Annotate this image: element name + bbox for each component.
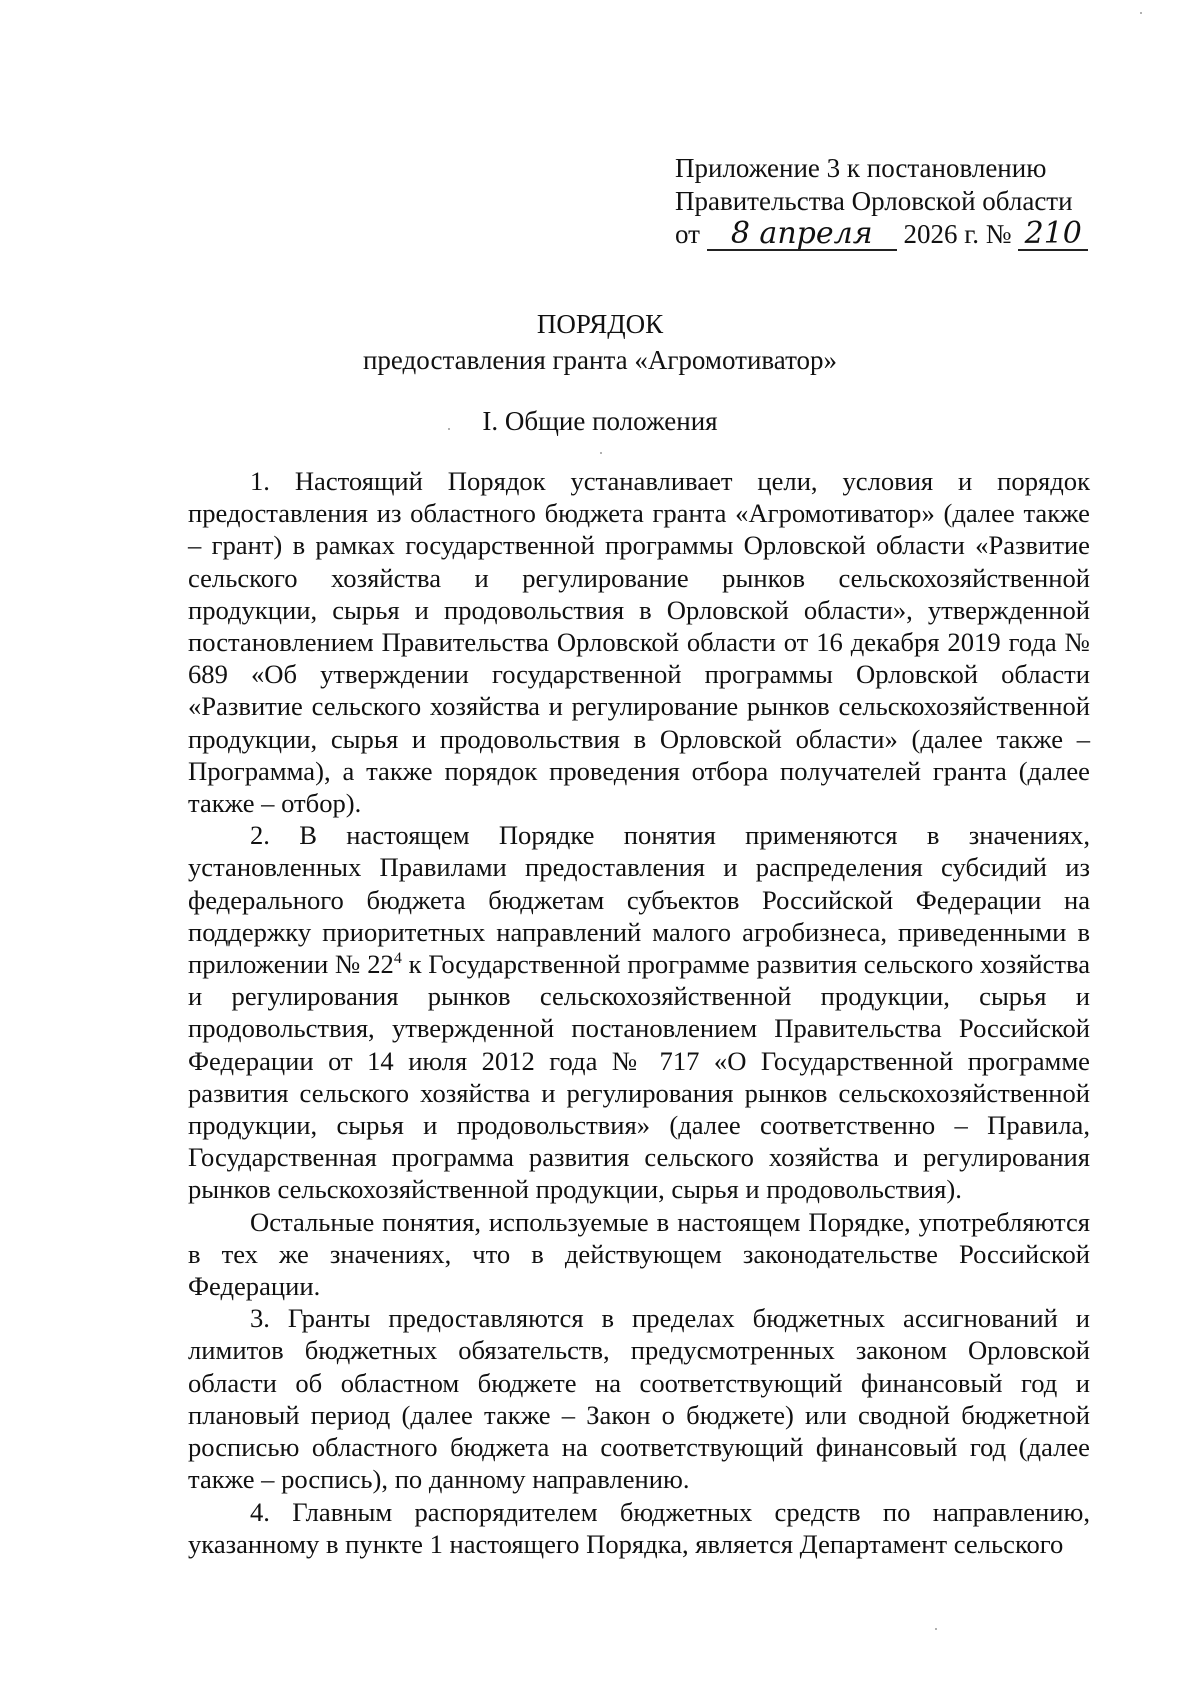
appendix-line-1: Приложение 3 к постановлению	[675, 153, 1047, 183]
document-body	[188, 465, 1090, 1560]
handwritten-number: 210	[1018, 219, 1088, 251]
superscript: 4	[393, 950, 402, 968]
document-title: ПОРЯДОК	[536, 309, 664, 339]
scan-speck	[600, 452, 602, 454]
paragraph-2	[188, 819, 1090, 1205]
appendix-line-2: Правительства Орловской области	[675, 186, 1073, 216]
scan-speck	[448, 428, 450, 430]
appendix-header	[675, 152, 1145, 251]
paragraph-1: 1. Настоящий Порядок устанавливает цели, условия и порядок предоставления из областного бюджета гранта «Агромотиватор» (далее также – грант) в рамках государственной программы Орловской области «Развитие сельского хозяйства и регулирование рынков сельскохозяйственной продукции, сырья и продовольствия в Орловской области», утвержденной постановлением Правительства Орловской области от 16 декабря 2019 года № 689 «Об утверждении государственной программы Орловской области «Развитие сельского хозяйства и регулирование рынков сельскохозяйственной продукции, сырья и продовольствия в Орловской области» (далее также – Программа), а также порядок проведения отбора получателей гранта (далее также – отбор).	[188, 466, 1090, 819]
year-and-number-label: 2026 г. №	[903, 219, 1012, 249]
paragraph-2-part-1: 2. В настоящем Порядке понятия применяются в значениях, установленных Правилами предоставления и распределения субсидий из федерального бюджета бюджетам субъектов Российской Федерации на поддержку приоритетных направлений малого агробизнеса, приведенными в приложении № 22	[188, 820, 1090, 980]
scan-speck	[935, 1628, 937, 1630]
handwritten-date: 8 апреля	[707, 219, 897, 251]
paragraph-3: 3. Гранты предоставляются в пределах бюджетных ассигнований и лимитов бюджетных обязательств, предусмотренных законом Орловской области об областном бюджете на соответствующий финансовый год и плановый период (далее также – Закон о бюджете) или сводной бюджетной росписью областного бюджета на соответствующий финансовый год (далее также – роспись), по данному направлению.	[188, 1303, 1090, 1495]
section-heading: I. Общие положения	[482, 406, 718, 436]
document-subtitle: предоставления гранта «Агромотиватор»	[362, 345, 838, 375]
from-prefix: от	[675, 219, 700, 249]
paragraph-2-part-2: к Государственной программе развития сельского хозяйства и регулирования рынков сельскохозяйственной продукции, сырья и продовольствия, утвержденной постановлением Правительства Российской Федерации от 14 июля 2012 года № 717 «О Государственной программе развития сельского хозяйства и регулирования рынков сельскохозяйственной продукции, сырья и продовольствия» (далее соответственно – Правила, Государственная программа развития сельского хозяйства и регулирования рынков сельскохозяйственной продукции, сырья и продовольствия).	[188, 949, 1091, 1205]
appendix-line-3	[675, 218, 1145, 251]
paragraph-4: 4. Главным распорядителем бюджетных средств по направлению, указанному в пункте 1 настоящего Порядка, является Департамент сельского	[188, 1496, 1090, 1559]
paragraph-other-terms: Остальные понятия, используемые в настоящем Порядке, употребляются в тех же значениях, что в действующем законодательстве Российской Федерации.	[188, 1206, 1090, 1302]
scan-speck	[1140, 12, 1142, 14]
